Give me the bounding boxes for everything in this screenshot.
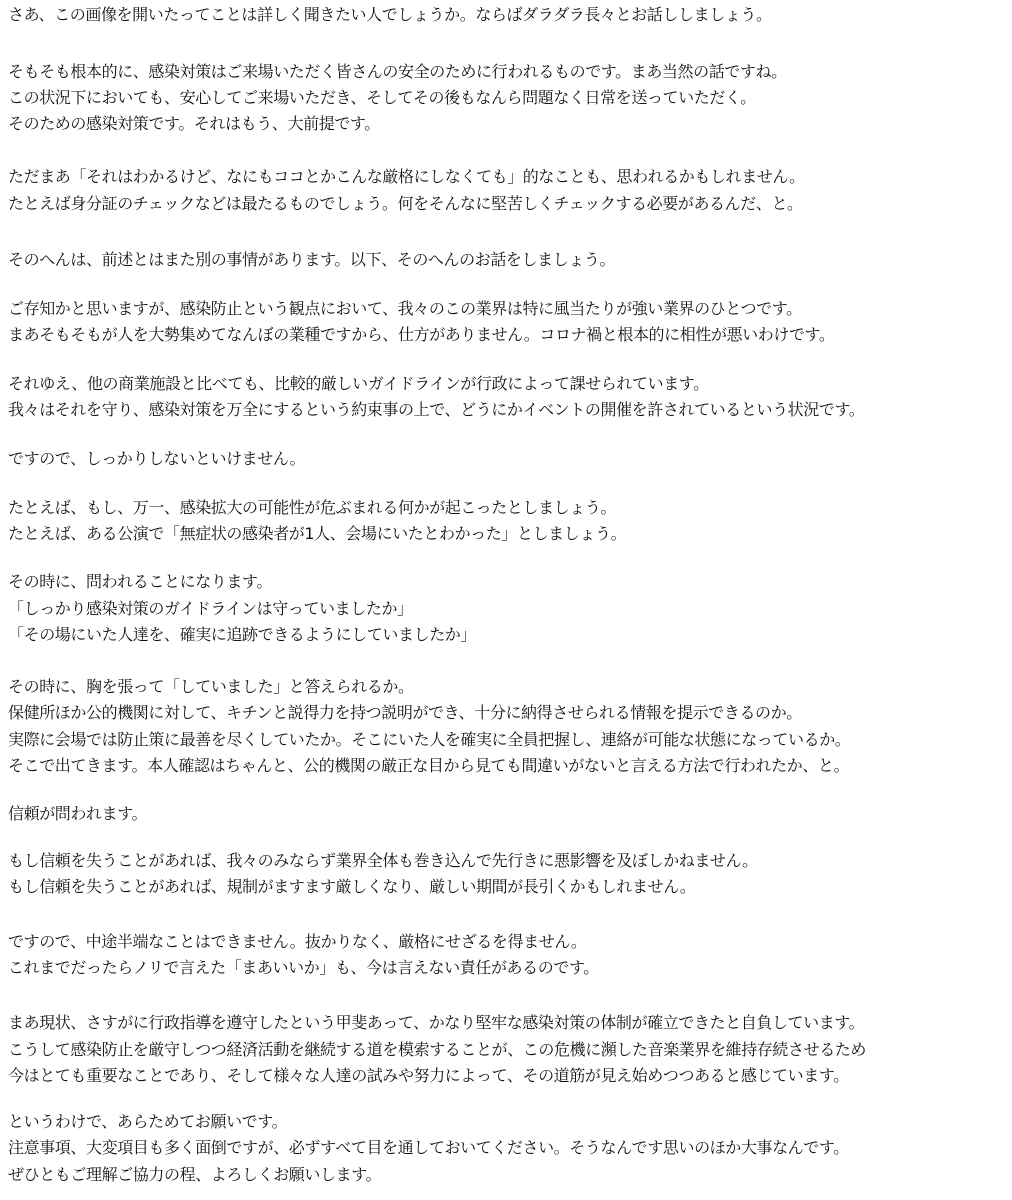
text-line: たとえば身分証のチェックなどは最たるものでしょう。何をそんなに堅苦しくチェックする必要があるんだ、と。 bbox=[8, 194, 803, 213]
text-line: そこで出てきます。本人確認はちゃんと、公的機関の厳正な目から見ても間違いがないと言える方法で行われたか、と。 bbox=[8, 756, 850, 775]
text-line: もし信頼を失うことがあれば、我々のみならず業界全体も巻き込んで先行きに悪影響を及ぼしかねません。 bbox=[8, 851, 758, 870]
text-line: まあそもそもが人を大勢集めてなんぼの業種ですから、仕方がありません。コロナ禍と根本的に相性が悪いわけです。 bbox=[8, 325, 835, 344]
text-line: というわけで、あらためてお願いです。 bbox=[8, 1112, 288, 1131]
text-line: そのへんは、前述とはまた別の事情があります。以下、そのへんのお話をしましょう。 bbox=[8, 250, 616, 269]
text-line: この状況下においても、安心してご来場いただき、そしてその後もなんら問題なく日常を送っていただく。 bbox=[8, 88, 756, 107]
text-line: 信頼が問われます。 bbox=[8, 804, 148, 823]
text-line: 「しっかり感染対策のガイドラインは守っていましたか」 bbox=[8, 599, 413, 618]
text-line: たとえば、ある公演で「無症状の感染者が1人、会場にいたとわかった」としましょう。 bbox=[8, 524, 627, 543]
text-line: こうして感染防止を厳守しつつ経済活動を継続する道を模索することが、この危機に瀕した音楽業界を維持存続させるため bbox=[8, 1040, 867, 1059]
text-line: ぜひともご理解ご協力の程、よろしくお願いします。 bbox=[8, 1165, 382, 1184]
text-line: ただまあ「それはわかるけど、なにもココとかこんな厳格にしなくても」的なことも、思われるかもしれません。 bbox=[8, 167, 805, 186]
text-line: たとえば、もし、万一、感染拡大の可能性が危ぶまれる何かが起こったとしましょう。 bbox=[8, 498, 617, 517]
text-line: もし信頼を失うことがあれば、規制がますます厳しくなり、厳しい期間が長引くかもしれません。 bbox=[8, 877, 696, 896]
text-line: まあ現状、さすがに行政指導を遵守したという甲斐あって、かなり堅牢な感染対策の体制が確立できたと自負しています。 bbox=[8, 1013, 865, 1032]
text-line: その時に、胸を張って「していました」と答えられるか。 bbox=[8, 677, 414, 696]
text-line: 注意事項、大変項目も多く面倒ですが、必ずすべて目を通しておいてください。そうなんです思いのほか大事なんです。 bbox=[8, 1138, 849, 1157]
text-line: 今はとても重要なことであり、そして様々な人達の試みや努力によって、その道筋が見え始めつつあると感じています。 bbox=[8, 1066, 849, 1085]
text-line: 保健所ほか公的機関に対して、キチンと説得力を持つ説明ができ、十分に納得させられる情報を提示できるのか。 bbox=[8, 703, 802, 722]
text-line: これまでだったらノリで言えた「まあいいか」も、今は言えない責任があるのです。 bbox=[8, 958, 599, 977]
text-line: そもそも根本的に、感染対策はご来場いただく皆さんの安全のために行われるものです。まあ当然の話ですね。 bbox=[8, 62, 787, 81]
text-line: そのための感染対策です。それはもう、大前提です。 bbox=[8, 114, 380, 133]
text-line: その時に、問われることになります。 bbox=[8, 572, 272, 591]
text-line: ご存知かと思いますが、感染防止という観点において、我々のこの業界は特に風当たりが強い業界のひとつです。 bbox=[8, 299, 802, 318]
text-line: 「その場にいた人達を、確実に追跡できるようにしていましたか」 bbox=[8, 625, 477, 644]
text-line: ですので、しっかりしないといけません。 bbox=[8, 449, 306, 468]
text-line: ですので、中途半端なことはできません。抜かりなく、厳格にせざるを得ません。 bbox=[8, 932, 587, 951]
text-line: 実際に会場では防止策に最善を尽くしていたか。そこにいた人を確実に全員把握し、連絡が可能な状態になっているか。 bbox=[8, 730, 851, 749]
text-line: さあ、この画像を開いたってことは詳しく聞きたい人でしょうか。ならばダラダラ長々とお話ししましょう。 bbox=[8, 5, 772, 24]
text-line: 我々はそれを守り、感染対策を万全にするという約束事の上で、どうにかイベントの開催を許されているという状況です。 bbox=[8, 400, 865, 419]
text-line: それゆえ、他の商業施設と比べても、比較的厳しいガイドラインが行政によって課せられています。 bbox=[8, 374, 709, 393]
